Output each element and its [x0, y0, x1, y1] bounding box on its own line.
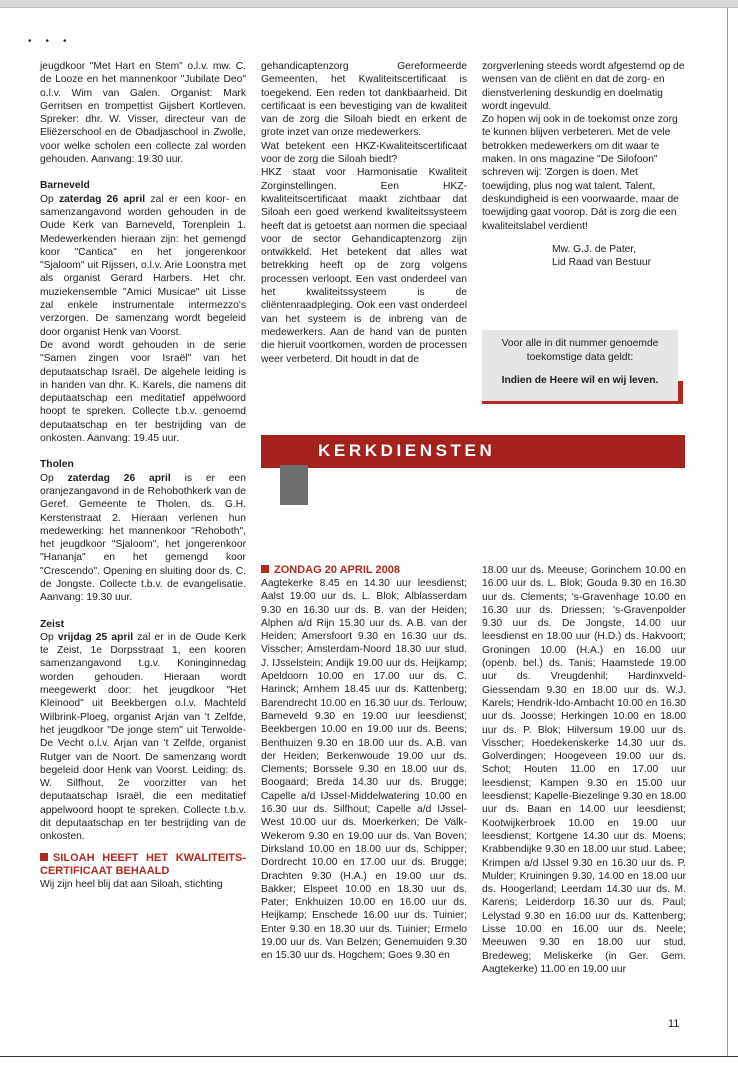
- siloah-heading: [40, 852, 246, 878]
- notice-accent-bar: [482, 401, 683, 404]
- body-text: zal er in de Oude Kerk te Zeist, 1e Dorpsstraat 1, een kooren samenzangavond t.g.v. Koninginnedag worden gehouden. Hieraan wordt meegewerkt door: het jeugdkoor "Het Kleinood" uit Beekbergen o.l.v. Machteld Wilbrink-Ploeg, organist Arjan van 't Zelfde, het jeugdkoor "De jonge stem" uit Terwolde-De Vecht o.l.v. Arjan van 't Zelfde, organist Rutger van de Noort. De samenzang wordt begeleid door Henk van Voorst. Leiding: ds. W. Silfhout, 2e voorzitter van het deputaatschap Israël, die een meditatief appelwoord hoopt te spreken. Collecte t.b.v. dit deputaatschap en ter bestrijding van de onkosten.: [40, 631, 246, 843]
- siloah-paragraph-2: gehandicaptenzorg Gereformeerde Gemeenten, het Kwaliteitscertificaat is toegekend. Een reden tot dankbaarheid. Dit certificaat is een bevestiging van de kwaliteit van de zorg die Siloah biedt en erkent de grote inzet van onze medewerkers.: [261, 61, 467, 139]
- tholen-heading: Tholen: [40, 459, 74, 471]
- page-bottom-line: [0, 1056, 738, 1057]
- siloah-question: Wat betekent een HKZ-Kwaliteitscertificaat voor de zorg die Siloah biedt?: [261, 140, 467, 166]
- services-column-1: [261, 564, 467, 963]
- zeist-heading: Zeist: [40, 618, 65, 630]
- body-text: is er een oranjezangavond in de Rehobothkerk van de Geref. Gemeente te Tholen, ds. G.H. Kerstenstraat 2. Hieraan verlenen hun medewerking: het mannenkoor "Rehoboth", het jeugdkoor "Sjaloom", het jongerenkoor "Hananja" en het gemengd koor "Crescendo". Opening en sluiting door ds. C. de Jongste. Collecte t.b.v. de evangelisatie. Aanvang: 19.30 uur.: [40, 472, 246, 604]
- barneveld-paragraph-1: [40, 193, 246, 339]
- notice-bold-line: Indien de Heere wil en wij leven.: [501, 375, 659, 386]
- siloah-paragraph-4: zorgverlening steeds wordt afgestemd op de wensen van de cliënt en dat de zorg- en dienstverlening deskundig en doelmatig wordt ingevuld.: [482, 61, 685, 112]
- intro-paragraph: jeugdkoor "Met Hart en Stem" o.l.v. mw. C. de Looze en het mannenkoor "Jubilate Deo" o.l.v. Wim van Galen. Organist: Mark Gerritsen en trompettist Gijsbert Kortleven. Spreker: dhr. W. Visser, directeur van de Eliëzerschool en de Obadjaschool in Zwolle, voor welke scholen een collecte zal worden gehouden. Aanvang: 19.30 uur.: [40, 61, 246, 166]
- barneveld-heading: Barneveld: [40, 180, 90, 192]
- services-list-1: Aagtekerke 8.45 en 14.30 uur leesdienst; Aalst 19.00 uur ds. L. Blok; Alblasserdam 9.30 en 16.30 uur ds. B. van der Heiden; Alphen a/d Rijn 15.30 uur ds. A.B. van der Heiden; Amersfoort 9.30 en 16.30 uur ds. Visscher; Amsterdam-Noord 18.30 uur stud. J. IJsselstein; Andijk 19.00 uur ds. Heijkamp; Apeldoorn 10.00 en 17.00 uur ds. C. Harinck; Arnhem 18.45 uur ds. Kattenberg; Barendrecht 10.00 en 16.30 uur ds. Terlouw; Barneveld 9.30 en 19.00 uur leesdienst; Beekbergen 10.00 en 19.00 uur ds. Beens; Benthuizen 9.30 en 18.00 uur ds. A.B. van der Heiden; Berkenwoude 19.00 uur ds. Clements; Borssele 9.30 en 18.00 uur ds. Boogaard; Breda 14.30 uur ds. Brugge; Capelle a/d IJssel-Middelwatering 10.00 en 16.30 uur ds. Silfhout; Capelle a/d IJssel-West 10.00 uur ds. Moerkerken; De Valk-Wekerom 9.30 en 19.00 uur ds. Van Boven; Dirksland 10.00 en 18.00 uur ds. Schipper; Dordrecht 10.00 en 17.00 uur ds. Brugge; Drachten 9.30 (H.A.) en 19.00 uur ds. Bakker; Elspeet 10.00 en 18.30 uur ds. Pater; Enkhuizen 10.00 en 16.00 uur ds. Heijkamp; Enschede 16.00 uur ds. Tuinier; Enter 9.30 en 18.30 uur ds. Tuinier; Ermelo 19.00 uur ds. Van Belzen; Genemuiden 9.30 en 15.30 uur ds. Hogchem; Goes 9.30 en: [261, 578, 467, 962]
- lead-text: Op: [40, 193, 60, 205]
- barneveld-paragraph-2: De avond wordt gehouden in de serie "Samen zingen voor Israël" van het deputaatschap Israël. De algehele leiding is in handen van dhr. K. Karels, die namens dit deputaatschap een meditatief appelwoord hoopt te spreken. Collecte t.b.v. genoemd deputaatschap en ter bestrijding van de onkosten. Aanvang: 19.45 uur.: [40, 339, 246, 445]
- lead-text: Op: [40, 631, 58, 643]
- column-1: [40, 60, 246, 891]
- siloah-heading-text: SILOAH HEEFT HET KWALITEITS-CERTIFICAAT BEHAALD: [40, 851, 246, 877]
- scan-specks: •••: [28, 36, 81, 47]
- services-list-2: 18.00 uur ds. Meeuse; Gorinchem 10.00 en 16.00 uur ds. L. Blok; Gouda 9.30 en 16.30 uur ds. Clements; 's-Gravenhage 10.00 en 16.30 uur ds. Driessen; 's-Gravenpolder 9.30 uur ds. De Jongste, 14.00 uur leesdienst en 18.00 uur (H.D.) ds. Hakvoort; Groningen 10.00 (H.A.) en 16.00 uur (openb. bel.) ds. Tanis; Haamstede 19.00 uur ds. Vreugdenhil; Hardinxveld-Giessendam 9.30 en 18.00 uur ds. W.J. Karels; Hendrik-Ido-Ambacht 10.00 en 16.30 uur ds. Joosse; Herkingen 10.00 en 18.00 uur ds. P. Blok; Hilversum 19.00 uur ds. Visscher; Hoedekenskerke 14.30 uur ds. Golverdingen; Hoogeveen 19.00 uur ds. Schot; Houten 11.00 en 17.00 uur leesdienst; Kampen 9.30 en 15.00 uur leesdienst; Kapelle-Biezelinge 9.30 en 18.00 uur ds. Baan en 14.00 uur leesdienst; Kootwijkerbroek 10.00 en 19.00 uur leesdienst; Kortgene 14.30 uur ds. Moens; Krabbendijke 9.30 en 18.00 uur stud. Labee; Krimpen a/d IJssel 9.30 en 16.30 uur ds. P. Mulder; Kruiningen 9.30, 14.00 en 18.00 uur ds. Hoogerland; Leerdam 14.30 uur ds. M. Karens; Leiderdorp 16.30 uur ds. Paul; Lelystad 9.30 en 16.00 uur ds. Kattenberg; Lisse 10.00 en 16.00 uur ds. Neele; Meeuwen 9.30 en 18.00 uur stud. Bredeweg; Meliskerke (in Ger. Gem. Aagtekerke) 11.00 en 19.00 uur: [482, 565, 686, 975]
- signature-role: Lid Raad van Bestuur: [552, 257, 652, 269]
- banner-grey-block: [280, 465, 308, 505]
- body-text: zal er een koor- en samenzangavond worden gehouden in de Oude Kerk van Barneveld, Torenplein 1. Medewerkenden hieraan zijn: het gemengd koor "Cantica" en het jongerenkoor "Sjaloom" uit Rijssen, o.l.v. Arie Loonstra met als organist Gerard Harbers. Het chr. muziekensemble "Amici Musicae" uit Lisse zal enkele instrumentale intermezzo's verzorgen. De samenzang wordt begeleid door organist Henk van Voorst.: [40, 193, 247, 338]
- tholen-paragraph: [40, 472, 246, 605]
- services-column-2: [482, 564, 686, 976]
- zeist-paragraph: [40, 631, 246, 844]
- services-heading: [261, 564, 467, 577]
- services-heading-text: ZONDAG 20 APRIL 2008: [274, 564, 400, 576]
- square-bullet-icon: [40, 853, 48, 861]
- notice-line-1: Voor alle in dit nummer genoemde: [501, 338, 659, 349]
- signature-name: Mw. G.J. de Pater,: [552, 243, 637, 255]
- notice-line-2: toekomstige data geldt:: [526, 351, 634, 363]
- siloah-paragraph-3: HKZ staat voor Harmonisatie Kwaliteit Zorginstellingen. Een HKZ-kwaliteitscertificaat maakt zichtbaar dat Siloah een goed werkend kwaliteitssysteem heeft dat is getoetst aan normen die speciaal voor de sector Gehandicaptenzorg zijn ontwikkeld. Het betekent dat alles wat betrekking heeft op de zorg volgens processen verloopt. Een vast onderdeel van het kwaliteitssysteem is de cliëntenraadpleging. Ook een vast onderdeel van het systeem is de inbreng van de medewerkers. Aan de hand van de punten die hieruit voortkomen, worden de processen weer verbeterd. Dit houdt in dat de: [261, 167, 467, 365]
- notice-accent-bar-vertical: [678, 381, 683, 404]
- scan-edge: [0, 0, 738, 8]
- event-date: vrijdag 25 april: [57, 631, 134, 643]
- signature-block: [482, 243, 686, 270]
- page-number: 11: [668, 1018, 680, 1030]
- siloah-paragraph-5: Zo hopen wij ook in de toekomst onze zorg te kunnen blijven verbeteren. Met de vele betrokken medewerkers om dit waar te maken. In ons magazine "De Silofoon" schreven wij: 'Zorgen is doen. Met toewijding, plus nog wat talent. Talent, deskundigheid is een voorwaarde, maar de toewijding gaat voorop. Dát is zorg die een kwaliteitslabel verdient!: [482, 114, 679, 232]
- page-edge-line: [727, 8, 728, 1056]
- notice-box: [482, 330, 678, 402]
- event-date: zaterdag 26 april: [59, 193, 146, 205]
- event-date: zaterdag 26 april: [67, 472, 171, 484]
- banner-title: KERKDIENSTEN: [318, 441, 496, 460]
- square-bullet-icon: [261, 565, 269, 573]
- lead-text: Op: [40, 472, 68, 484]
- siloah-paragraph: Wij zijn heel blij dat aan Siloah, stichting: [40, 878, 223, 890]
- column-3: [482, 60, 686, 269]
- column-2: [261, 60, 467, 366]
